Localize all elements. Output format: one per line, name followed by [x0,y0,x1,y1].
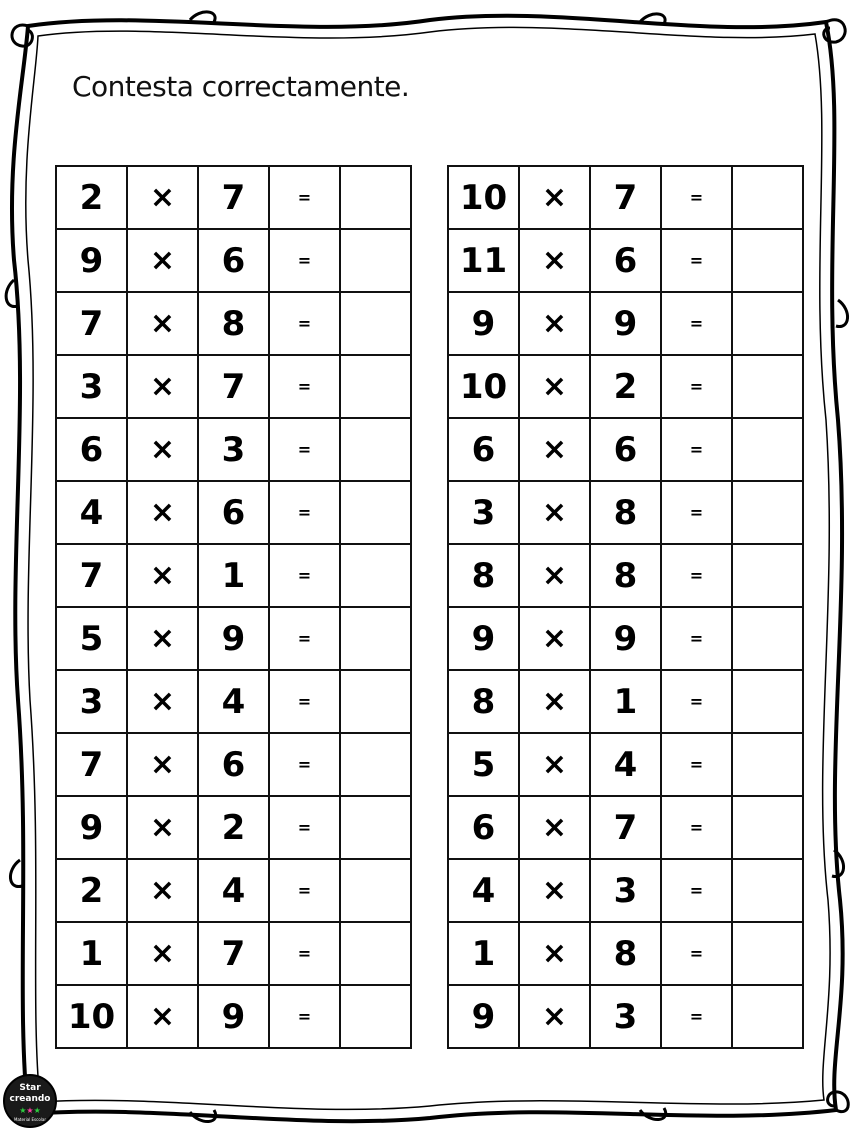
times-sign: × [127,355,198,418]
answer-box[interactable] [732,985,803,1048]
equals-sign: = [661,670,732,733]
multiplication-row [56,544,411,607]
first-factor: 3 [56,355,127,418]
second-factor: 9 [590,292,661,355]
answer-box[interactable] [732,670,803,733]
equals-sign: = [661,292,732,355]
second-factor: 6 [198,733,269,796]
times-sign: × [127,607,198,670]
multiplication-row [56,355,411,418]
times-sign: × [127,922,198,985]
times-sign: × [127,544,198,607]
multiplication-row [448,859,803,922]
answer-box[interactable] [340,229,411,292]
multiplication-row [448,229,803,292]
equals-sign: = [661,544,732,607]
first-factor: 7 [56,544,127,607]
first-factor: 9 [448,607,519,670]
multiplication-row [448,985,803,1048]
times-sign: × [519,229,590,292]
second-factor: 4 [198,670,269,733]
multiplication-row [448,292,803,355]
second-factor: 1 [590,670,661,733]
times-sign: × [519,481,590,544]
answer-box[interactable] [732,733,803,796]
second-factor: 6 [198,229,269,292]
answer-box[interactable] [340,481,411,544]
first-factor: 8 [448,544,519,607]
equals-sign: = [269,418,340,481]
second-factor: 8 [590,922,661,985]
answer-box[interactable] [340,922,411,985]
multiplication-row [448,922,803,985]
second-factor: 9 [198,607,269,670]
multiplication-row [56,985,411,1048]
times-sign: × [127,229,198,292]
times-sign: × [127,418,198,481]
times-sign: × [519,418,590,481]
answer-box[interactable] [732,922,803,985]
answer-box[interactable] [340,544,411,607]
second-factor: 7 [198,166,269,229]
second-factor: 8 [198,292,269,355]
answer-box[interactable] [340,607,411,670]
logo-line-2: creando [9,1094,51,1104]
equals-sign: = [661,796,732,859]
times-sign: × [519,355,590,418]
first-factor: 2 [56,166,127,229]
second-factor: 7 [198,922,269,985]
times-sign: × [127,670,198,733]
first-factor: 4 [56,481,127,544]
multiplication-row [448,355,803,418]
logo-stars-icon [5,1107,55,1115]
second-factor: 3 [590,859,661,922]
answer-box[interactable] [340,355,411,418]
first-factor: 8 [448,670,519,733]
first-factor: 9 [448,985,519,1048]
star-icon: ★ [33,1106,41,1115]
second-factor: 7 [590,166,661,229]
worksheet-title: Contesta correctamente. [72,70,410,103]
times-sign: × [519,670,590,733]
second-factor: 2 [198,796,269,859]
equals-sign: = [661,355,732,418]
multiplication-row [56,481,411,544]
equals-sign: = [269,922,340,985]
multiplication-row [448,733,803,796]
equals-sign: = [269,670,340,733]
multiplication-table-right [447,165,804,1049]
answer-box[interactable] [732,229,803,292]
star-creando-logo [3,1074,57,1128]
times-sign: × [127,733,198,796]
times-sign: × [519,733,590,796]
answer-box[interactable] [732,292,803,355]
equals-sign: = [661,229,732,292]
equals-sign: = [269,481,340,544]
equals-sign: = [269,292,340,355]
second-factor: 9 [590,607,661,670]
times-sign: × [127,292,198,355]
first-factor: 6 [56,418,127,481]
first-factor: 5 [56,607,127,670]
answer-box[interactable] [732,418,803,481]
first-factor: 1 [56,922,127,985]
times-sign: × [127,166,198,229]
second-factor: 6 [590,229,661,292]
multiplication-row [448,607,803,670]
first-factor: 2 [56,859,127,922]
times-sign: × [127,796,198,859]
multiplication-table-left [55,165,412,1049]
multiplication-row [56,229,411,292]
equals-sign: = [269,544,340,607]
times-sign: × [127,481,198,544]
answer-box[interactable] [732,166,803,229]
second-factor: 9 [198,985,269,1048]
times-sign: × [519,292,590,355]
times-sign: × [127,859,198,922]
multiplication-row [448,670,803,733]
multiplication-row [448,544,803,607]
first-factor: 9 [56,229,127,292]
multiplication-row [448,166,803,229]
answer-box[interactable] [732,355,803,418]
equals-sign: = [269,607,340,670]
first-factor: 3 [448,481,519,544]
equals-sign: = [269,733,340,796]
equals-sign: = [661,733,732,796]
answer-box[interactable] [732,859,803,922]
first-factor: 4 [448,859,519,922]
multiplication-row [56,859,411,922]
multiplication-row [56,418,411,481]
answer-box[interactable] [340,859,411,922]
second-factor: 7 [590,796,661,859]
second-factor: 1 [198,544,269,607]
equals-sign: = [661,859,732,922]
second-factor: 6 [590,418,661,481]
multiplication-row [56,922,411,985]
second-factor: 3 [590,985,661,1048]
times-sign: × [127,985,198,1048]
first-factor: 1 [448,922,519,985]
answer-box[interactable] [732,481,803,544]
multiplication-row [56,796,411,859]
first-factor: 9 [448,292,519,355]
times-sign: × [519,607,590,670]
second-factor: 8 [590,481,661,544]
equals-sign: = [269,796,340,859]
answer-box[interactable] [340,985,411,1048]
equals-sign: = [269,166,340,229]
first-factor: 6 [448,418,519,481]
star-icon: ★ [19,1106,27,1115]
logo-line-1: Star [19,1083,41,1093]
first-factor: 7 [56,733,127,796]
multiplication-row [56,670,411,733]
equals-sign: = [661,481,732,544]
equals-sign: = [661,922,732,985]
first-factor: 11 [448,229,519,292]
answer-box[interactable] [340,733,411,796]
multiplication-row [56,607,411,670]
multiplication-row [448,796,803,859]
equals-sign: = [269,229,340,292]
second-factor: 6 [198,481,269,544]
logo-line-3: Material Escolar [14,1117,46,1122]
equals-sign: = [661,418,732,481]
answer-box[interactable] [340,796,411,859]
multiplication-row [56,292,411,355]
answer-box[interactable] [732,607,803,670]
times-sign: × [519,922,590,985]
equals-sign: = [661,166,732,229]
answer-box[interactable] [340,292,411,355]
answer-box[interactable] [732,544,803,607]
first-factor: 10 [56,985,127,1048]
second-factor: 4 [198,859,269,922]
second-factor: 7 [198,355,269,418]
equals-sign: = [269,355,340,418]
equals-sign: = [269,859,340,922]
times-sign: × [519,166,590,229]
first-factor: 3 [56,670,127,733]
equals-sign: = [661,985,732,1048]
second-factor: 2 [590,355,661,418]
first-factor: 10 [448,355,519,418]
answer-box[interactable] [340,670,411,733]
first-factor: 6 [448,796,519,859]
times-sign: × [519,796,590,859]
multiplication-row [448,418,803,481]
multiplication-row [56,733,411,796]
answer-box[interactable] [340,166,411,229]
times-sign: × [519,544,590,607]
second-factor: 8 [590,544,661,607]
first-factor: 7 [56,292,127,355]
second-factor: 3 [198,418,269,481]
second-factor: 4 [590,733,661,796]
multiplication-row [448,481,803,544]
first-factor: 5 [448,733,519,796]
first-factor: 9 [56,796,127,859]
answer-box[interactable] [340,418,411,481]
answer-box[interactable] [732,796,803,859]
equals-sign: = [661,607,732,670]
multiplication-row [56,166,411,229]
times-sign: × [519,859,590,922]
first-factor: 10 [448,166,519,229]
equals-sign: = [269,985,340,1048]
times-sign: × [519,985,590,1048]
star-icon: ★ [26,1106,34,1115]
